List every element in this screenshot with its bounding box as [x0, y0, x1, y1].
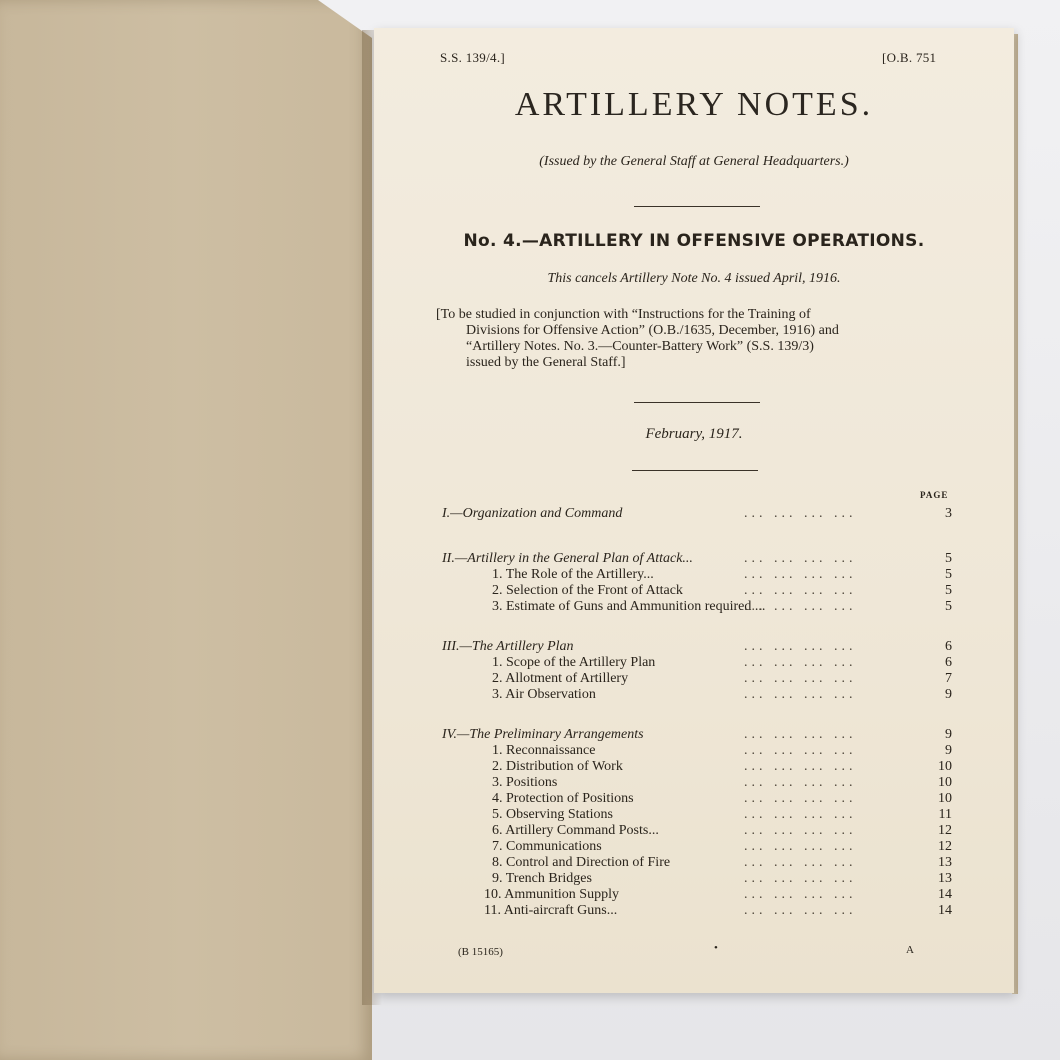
toc-leader-dots: ... ... ... ... — [744, 506, 857, 521]
toc-leader-dots: ... ... ... ... — [744, 823, 857, 838]
toc-entry-label: II.—Artillery in the General Plan of Attack... — [442, 551, 693, 566]
toc-entry-page: 6 — [945, 639, 952, 654]
toc-entry-page: 9 — [945, 743, 952, 758]
toc-entry-page: 5 — [945, 551, 952, 566]
toc-entry-page: 10 — [938, 791, 952, 806]
toc-leader-dots: ... ... ... ... — [744, 583, 857, 598]
toc-entry-page: 9 — [945, 687, 952, 702]
booklet-cover-left — [0, 0, 372, 1060]
toc-entry-label: 1. Scope of the Artillery Plan — [492, 655, 656, 670]
toc-entry-label: IV.—The Preliminary Arrangements — [442, 727, 644, 742]
document-title: ARTILLERY NOTES. — [514, 86, 874, 123]
toc-entry-label: 4. Protection of Positions — [492, 791, 634, 806]
toc-entry-page: 11 — [938, 807, 952, 822]
toc-entry-page: 5 — [945, 567, 952, 582]
toc-entry-label: 7. Communications — [492, 839, 602, 854]
toc-leader-dots: ... ... ... ... — [744, 871, 857, 886]
page-dot: • — [714, 942, 718, 954]
toc-leader-dots: ... ... ... ... — [744, 567, 857, 582]
document-page — [374, 28, 1014, 993]
toc-entry-label: 3. Estimate of Guns and Ammunition required ... — [492, 599, 766, 614]
toc-leader-dots: ... ... ... ... — [744, 903, 857, 918]
toc-entry-page: 7 — [945, 671, 952, 686]
toc-entry-label: 2. Selection of the Front of Attack — [492, 583, 683, 598]
divider-rule — [634, 206, 760, 207]
toc-entry-page: 10 — [938, 775, 952, 790]
toc-entry-page: 14 — [938, 887, 952, 902]
toc-entry-page: 5 — [945, 583, 952, 598]
toc-page-header: PAGE — [920, 490, 949, 500]
toc-leader-dots: ... ... ... ... — [744, 775, 857, 790]
toc-entry-label: 8. Control and Direction of Fire — [492, 855, 671, 870]
toc-leader-dots: ... ... ... ... — [744, 671, 857, 686]
instruction-note-line: [To be studied in conjunction with “Instructions for the Training of — [436, 307, 811, 322]
header-left-ref: S.S. 139/4.] — [440, 50, 506, 65]
toc-entry-page: 13 — [938, 871, 952, 886]
toc-entry-label: 9. Trench Bridges — [492, 871, 592, 886]
toc-leader-dots: ... ... ... ... — [744, 743, 857, 758]
toc-entry-label: 2. Distribution of Work — [492, 759, 623, 774]
toc-entry-label: III.—The Artillery Plan — [442, 639, 574, 654]
toc-leader-dots: ... ... ... ... — [744, 855, 857, 870]
instruction-note-line: Divisions for Offensive Action” (O.B./1635, December, 1916) and — [466, 323, 839, 338]
toc-entry-label: 1. Reconnaissance — [492, 743, 596, 758]
toc-leader-dots: ... ... ... ... — [744, 839, 857, 854]
toc-entry-label: I.—Organization and Command — [442, 506, 623, 521]
toc-entry-page: 12 — [938, 823, 952, 838]
toc-leader-dots: ... ... ... ... — [744, 655, 857, 670]
divider-rule — [634, 402, 760, 403]
section-heading: No. 4.—ARTILLERY IN OFFENSIVE OPERATIONS. — [463, 231, 925, 251]
cancels-note: This cancels Artillery Note No. 4 issued April, 1916. — [547, 271, 841, 286]
header-right-ref: [O.B. 751 — [882, 50, 937, 65]
divider-rule — [632, 470, 758, 471]
signature-mark: A — [906, 944, 914, 956]
toc-entry-page: 10 — [938, 759, 952, 774]
toc-entry-label: 2. Allotment of Artillery — [492, 671, 629, 686]
document-date: February, 1917. — [645, 426, 743, 442]
toc-entry-label: 1. The Role of the Artillery... — [492, 567, 654, 582]
toc-leader-dots: ... ... ... ... — [744, 727, 857, 742]
toc-leader-dots: ... ... ... ... — [744, 791, 857, 806]
toc-entry-label: 3. Positions — [492, 775, 558, 790]
toc-entry-page: 3 — [945, 506, 952, 521]
instruction-note-line: issued by the General Staff.] — [466, 355, 626, 370]
toc-entry-label: 3. Air Observation — [492, 687, 596, 702]
toc-entry-page: 13 — [938, 855, 952, 870]
toc-entry-label: 5. Observing Stations — [492, 807, 613, 822]
document-subtitle: (Issued by the General Staff at General Headquarters.) — [539, 154, 849, 169]
toc-entry-page: 5 — [945, 599, 952, 614]
toc-leader-dots: ... ... ... ... — [744, 687, 857, 702]
toc-leader-dots: ... ... ... ... — [744, 887, 857, 902]
toc-leader-dots: ... ... ... ... — [744, 551, 857, 566]
toc-entry-label: 6. Artillery Command Posts... — [492, 823, 659, 838]
toc-leader-dots: ... ... ... ... — [744, 599, 857, 614]
toc-leader-dots: ... ... ... ... — [744, 807, 857, 822]
toc-entry-page: 9 — [945, 727, 952, 742]
toc-entry-label: 11. Anti-aircraft Guns... — [484, 903, 618, 918]
instruction-note-line: “Artillery Notes. No. 3.—Counter-Battery Work” (S.S. 139/3) — [466, 339, 814, 354]
toc-leader-dots: ... ... ... ... — [744, 759, 857, 774]
toc-entry-label: 10. Ammunition Supply — [484, 887, 619, 902]
toc-leader-dots: ... ... ... ... — [744, 639, 857, 654]
toc-entry-page: 14 — [938, 903, 952, 918]
print-code: (B 15165) — [458, 946, 503, 958]
toc-entry-page: 6 — [945, 655, 952, 670]
toc-entry-page: 12 — [938, 839, 952, 854]
